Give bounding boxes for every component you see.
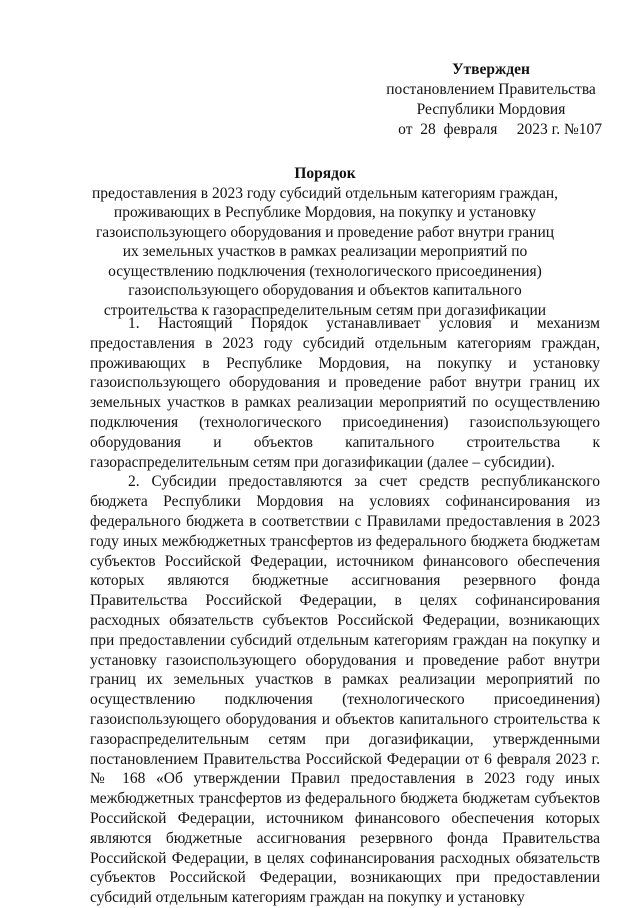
approval-heading: Утвержден bbox=[452, 61, 530, 78]
paragraph-1: 1. Настоящий Порядок устанавливает условия и механизм предоставления в 2023 году субсидий отдельным категориям граждан, проживающих в Республике Мордовия, на покупку и установку газоиспользующего оборудования и проведение работ внутри границ их земельных участков в рамках реализации мероприятий по осуществлению подключения (технологического присоединения) газоиспользующего оборудования и объектов капитального строительства к газораспределительным сетям при догазификации (далее – субсидии). bbox=[90, 315, 600, 471]
document-title-block bbox=[90, 164, 560, 320]
approval-line-resolution: постановлением Правительства bbox=[386, 81, 596, 98]
approval-block bbox=[376, 60, 606, 140]
paragraph-2: 2. Субсидии предоставляются за счет средств республиканского бюджета Республики Мордовия на условиях софинансирования из федерального бюджета в соответствии с Правилами предоставления в 2023 году иных межбюджетных трансфертов из федерального бюджета бюджетам субъектов Российской Федерации, источником финансового обеспечения которых являются бюджетные ассигнования резервного фонда Правительства Российской Федерации, в целях софинансирования расходных обязательств субъектов Российской Федерации, возникающих при предоставлении субсидий отдельным категориям граждан на покупку и установку газоиспользующего оборудования и проведение работ внутри границ их земельных участков в рамках реализации мероприятий по осуществлению подключения (технологического присоединения) газоиспользующего оборудования и объектов капитального строительства к газораспределительным сетям при догазификации, утвержденными постановлением Правительства Российской Федерации от 6 февраля 2023 г. № 168 «Об утверждении Правил предоставления в 2023 году иных межбюджетных трансфертов из федерального бюджета бюджетам субъектов Российской Федерации, источником финансового обеспечения которых являются бюджетные ассигнования резервного фонда Правительства Российской Федерации, в целях софинансирования расходных обязательств субъектов Российской Федерации, возникающих при предоставлении субсидий отдельным категориям граждан на покупку и установку bbox=[90, 473, 600, 907]
approval-line-republic: Республики Мордовия bbox=[416, 101, 566, 118]
document-subtitle: предоставления в 2023 году субсидий отдельным категориям граждан, проживающих в Республике Мордовия, на покупку и установку газоиспользующего оборудования и проведение работ внутри границ их земельных участков в рамках реализации мероприятий по осуществлению подключения (технологического присоединения) газоиспользующего оборудования и объектов капитального строительства к газораспределительным сетям при догазификации bbox=[92, 184, 558, 319]
document-title: Порядок bbox=[294, 165, 356, 182]
document-body bbox=[90, 314, 600, 908]
approval-line-date-number: от 28 февраля 2023 г. №107 bbox=[398, 121, 602, 138]
